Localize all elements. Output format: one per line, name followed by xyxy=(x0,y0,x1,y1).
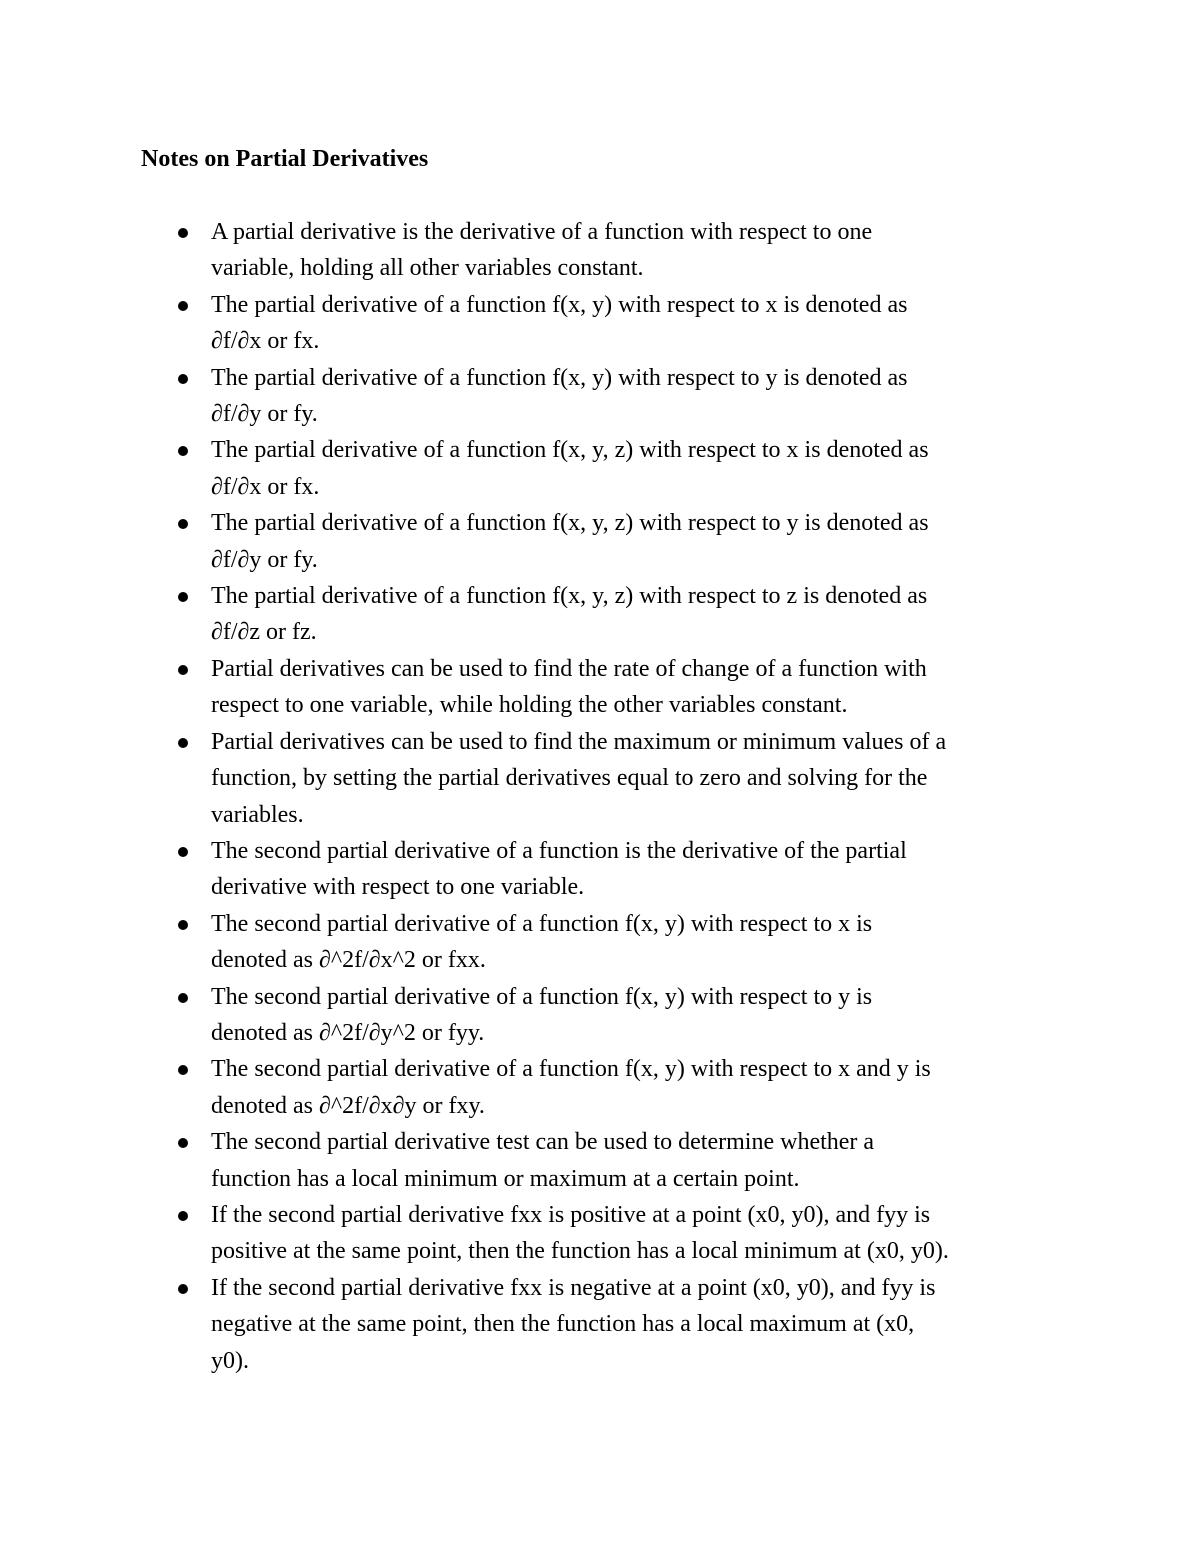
bullet-text xyxy=(211,1197,1066,1270)
bullet-line: ∂f/∂y or fy. xyxy=(211,401,318,428)
list-item xyxy=(0,906,1200,979)
bullet-line: denoted as ∂^2f/∂x^2 or fxx. xyxy=(211,947,486,974)
bullet-line: ∂f/∂y or fy. xyxy=(211,546,318,573)
bullet-line: ∂f/∂z or fz. xyxy=(211,619,317,646)
bullet-line: denoted as ∂^2f/∂x∂y or fxy. xyxy=(211,1092,485,1119)
bullet-text xyxy=(211,287,1066,360)
bullet-line: The partial derivative of a function f(x, y) with respect to y is denoted as xyxy=(211,364,908,391)
bullet-icon xyxy=(178,446,188,456)
bullet-line: respect to one variable, while holding the other variables constant. xyxy=(211,692,848,719)
list-item xyxy=(0,505,1200,578)
bullet-line: variables. xyxy=(211,801,304,828)
bullet-line: The partial derivative of a function f(x, y) with respect to x is denoted as xyxy=(211,291,908,318)
bullet-icon xyxy=(178,1284,188,1294)
bullet-icon xyxy=(178,665,188,675)
bullet-line: If the second partial derivative fxx is negative at a point (x0, y0), and fyy is xyxy=(211,1274,936,1301)
bullet-icon xyxy=(178,301,188,311)
bullet-line: function has a local minimum or maximum at a certain point. xyxy=(211,1165,800,1192)
bullet-line: denoted as ∂^2f/∂y^2 or fyy. xyxy=(211,1019,485,1046)
bullet-line: The partial derivative of a function f(x, y, z) with respect to y is denoted as xyxy=(211,510,929,537)
bullet-line: The second partial derivative of a function f(x, y) with respect to x is xyxy=(211,910,873,937)
list-item xyxy=(0,578,1200,651)
bullet-text xyxy=(211,214,1066,287)
bullet-line: negative at the same point, then the function has a local maximum at (x0, xyxy=(211,1311,915,1338)
bullet-icon xyxy=(178,1138,188,1148)
bullet-text xyxy=(211,651,1066,724)
bullet-line: The second partial derivative of a function f(x, y) with respect to y is xyxy=(211,983,873,1010)
list-item xyxy=(0,724,1200,833)
bullet-line: ∂f/∂x or fx. xyxy=(211,328,320,355)
bullet-text xyxy=(211,1270,1066,1379)
bullet-line: The second partial derivative of a function is the derivative of the partial xyxy=(211,837,907,864)
bullet-text xyxy=(211,578,1066,651)
document-title: Notes on Partial Derivatives xyxy=(141,146,429,172)
bullet-text xyxy=(211,1124,1066,1197)
bullet-icon xyxy=(178,519,188,529)
bullet-line: A partial derivative is the derivative of a function with respect to one xyxy=(211,219,873,245)
bullet-text xyxy=(211,724,1066,833)
bullet-list xyxy=(0,214,1200,1379)
list-item xyxy=(0,432,1200,505)
bullet-icon xyxy=(178,374,188,384)
bullet-text xyxy=(211,833,1066,906)
bullet-line: The second partial derivative test can be used to determine whether a xyxy=(211,1129,875,1156)
list-item xyxy=(0,1051,1200,1124)
list-item xyxy=(0,651,1200,724)
bullet-text xyxy=(211,1051,1066,1124)
bullet-line: Partial derivatives can be used to find the rate of change of a function with xyxy=(211,655,927,682)
bullet-icon xyxy=(178,228,188,238)
bullet-icon xyxy=(178,1065,188,1075)
bullet-text xyxy=(211,906,1066,979)
list-item xyxy=(0,1124,1200,1197)
list-item xyxy=(0,1197,1200,1270)
list-item xyxy=(0,1270,1200,1379)
list-item xyxy=(0,360,1200,433)
bullet-icon xyxy=(178,1211,188,1221)
bullet-line: The second partial derivative of a function f(x, y) with respect to x and y is xyxy=(211,1056,931,1083)
bullet-line: ∂f/∂x or fx. xyxy=(211,473,320,500)
bullet-line: The partial derivative of a function f(x, y, z) with respect to x is denoted as xyxy=(211,437,929,464)
list-item xyxy=(0,833,1200,906)
list-item xyxy=(0,214,1200,287)
bullet-line: Partial derivatives can be used to find the maximum or minimum values of a xyxy=(211,728,947,755)
bullet-line: function, by setting the partial derivatives equal to zero and solving for the xyxy=(211,765,928,792)
bullet-icon xyxy=(178,738,188,748)
bullet-text xyxy=(211,505,1066,578)
bullet-text xyxy=(211,979,1066,1052)
bullet-icon xyxy=(178,592,188,602)
bullet-icon xyxy=(178,993,188,1003)
bullet-icon xyxy=(178,847,188,857)
bullet-line: y0). xyxy=(211,1347,249,1374)
bullet-text xyxy=(211,360,1066,433)
bullet-line: positive at the same point, then the function has a local minimum at (x0, y0). xyxy=(211,1238,949,1265)
bullet-line: The partial derivative of a function f(x, y, z) with respect to z is denoted as xyxy=(211,583,928,610)
bullet-icon xyxy=(178,920,188,930)
bullet-line: variable, holding all other variables constant. xyxy=(211,255,644,282)
bullet-line: derivative with respect to one variable. xyxy=(211,874,585,901)
list-item xyxy=(0,979,1200,1052)
bullet-line: If the second partial derivative fxx is positive at a point (x0, y0), and fyy is xyxy=(211,1201,931,1228)
bullet-text xyxy=(211,432,1066,505)
list-item xyxy=(0,287,1200,360)
